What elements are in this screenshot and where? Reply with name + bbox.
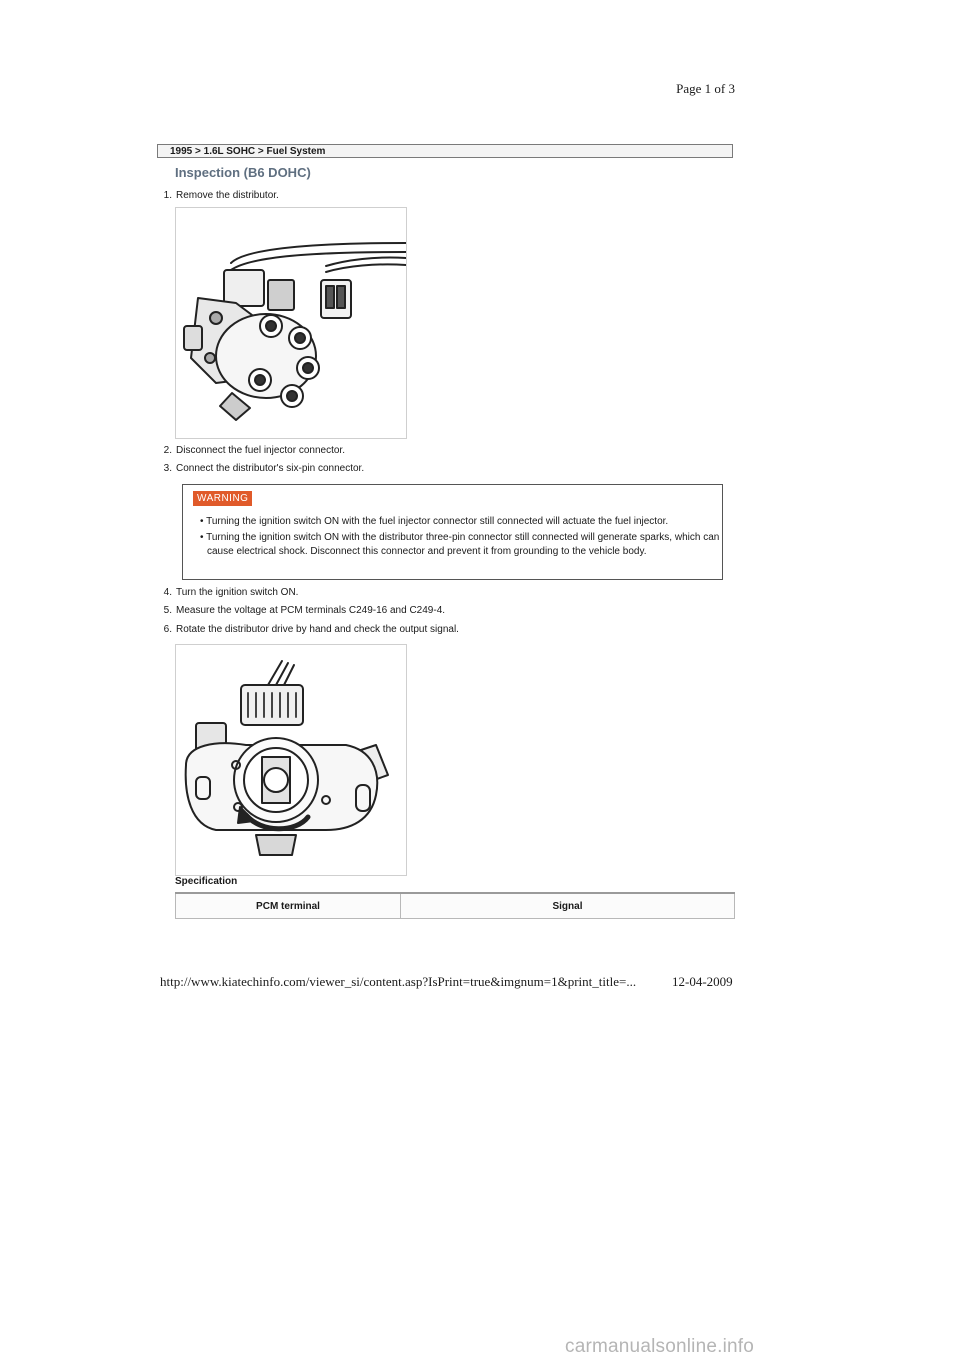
warning-box	[182, 484, 723, 580]
step-3	[156, 462, 364, 476]
footer-url: http://www.kiatechinfo.com/viewer_si/content.asp?IsPrint=true&imgnum=1&print_title=...	[160, 974, 637, 989]
step-5	[156, 604, 445, 618]
step-text: Measure the voltage at PCM terminals C249-16 and C249-4.	[176, 605, 446, 616]
step-number: 5.	[163, 605, 172, 616]
column-header-pcm-terminal: PCM terminal	[176, 893, 401, 919]
step-2	[156, 444, 345, 458]
warning-list	[197, 515, 721, 561]
distributor-drive-figure	[175, 644, 407, 876]
page-number: Page 1 of 3	[676, 81, 735, 96]
step-text: Remove the distributor.	[176, 190, 279, 201]
watermark-text: carmanualsonline.info	[565, 1336, 755, 1357]
distributor-illustration	[176, 208, 406, 438]
footer-date: 12-04-2009	[672, 974, 733, 989]
step-text: Connect the distributor's six-pin connector.	[176, 463, 365, 474]
step-number: 1.	[163, 190, 172, 201]
distributor-drive-illustration	[176, 645, 406, 875]
step-number: 2.	[163, 445, 172, 456]
step-number: 3.	[163, 463, 172, 474]
step-number: 6.	[163, 624, 172, 635]
step-4	[156, 586, 298, 600]
column-header-signal: Signal	[401, 893, 735, 919]
distributor-figure	[175, 207, 407, 439]
step-1	[156, 189, 279, 203]
specification-label: Specification	[175, 876, 238, 887]
step-text: Disconnect the fuel injector connector.	[176, 445, 345, 456]
warning-item: • Turning the ignition switch ON with the distributor three-pin connector still connected will generate sparks, which can cause electrical shock. Disconnect this connector and prevent it from grounding to the vehicle body.	[200, 532, 720, 557]
warning-badge: WARNING	[193, 491, 252, 506]
warning-item: • Turning the ignition switch ON with the fuel injector connector still connected will actuate the fuel injector.	[200, 516, 669, 527]
table-header-row	[176, 893, 735, 919]
step-number: 4.	[163, 587, 172, 598]
breadcrumb: 1995 > 1.6L SOHC > Fuel System	[157, 144, 733, 158]
step-6	[156, 623, 459, 637]
step-text: Turn the ignition switch ON.	[176, 587, 299, 598]
specification-table	[175, 892, 735, 919]
section-title: Inspection (B6 DOHC)	[175, 165, 311, 180]
step-text: Rotate the distributor drive by hand and check the output signal.	[176, 624, 459, 635]
